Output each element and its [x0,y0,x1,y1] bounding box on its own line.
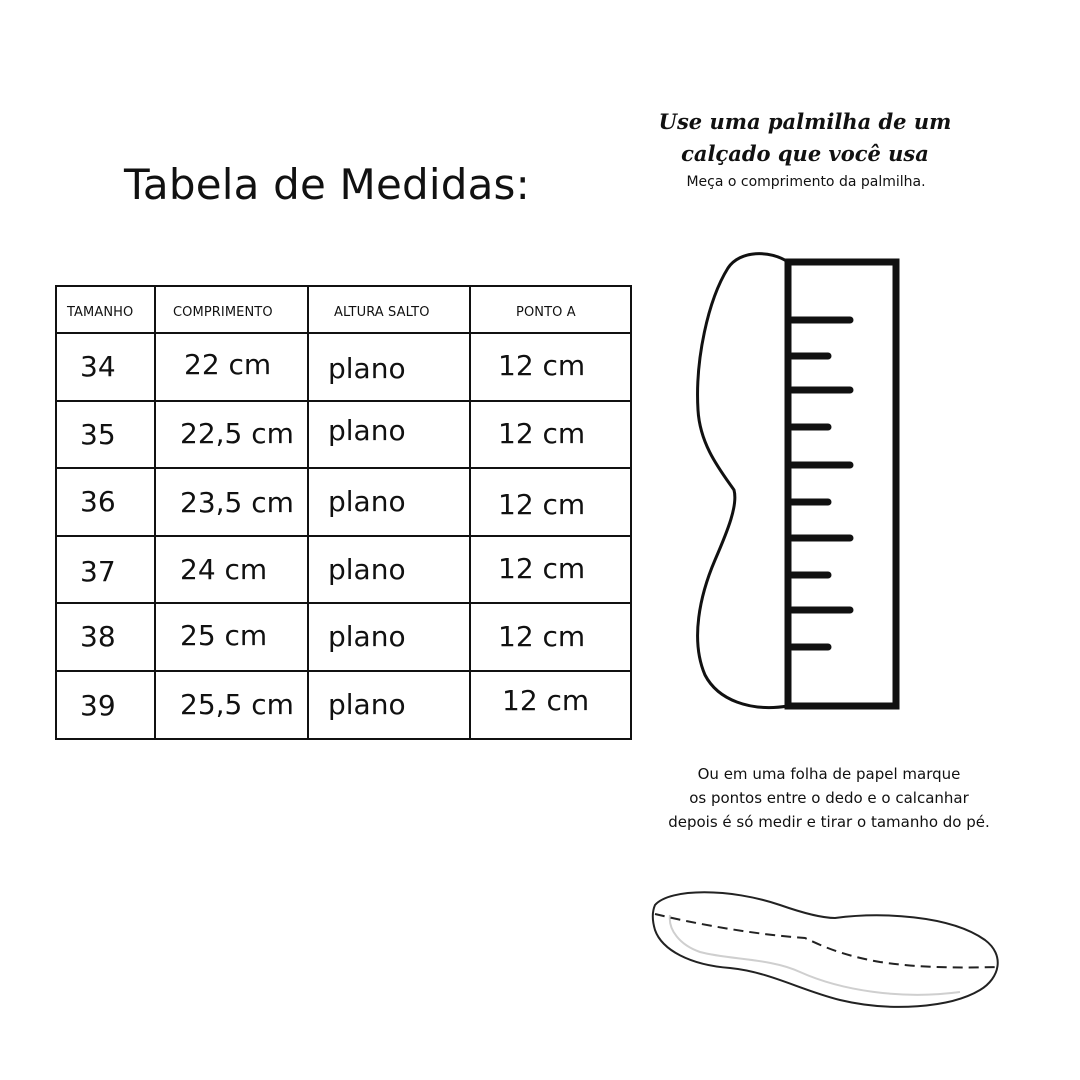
header-ponto-a: PONTO A [516,305,576,320]
header-comprimento: COMPRIMENTO [173,305,273,320]
cell-length: 22 cm [184,348,272,381]
cell-point-a: 12 cm [498,552,586,585]
cell-point-a: 12 cm [498,349,586,382]
header-tamanho: TAMANHO [67,305,134,320]
cell-heel: plano [328,414,406,447]
cell-size: 35 [80,418,116,451]
cell-heel: plano [328,352,406,385]
cell-heel: plano [328,688,406,721]
cell-size: 39 [80,689,116,722]
paper-tip-line2: os pontos entre o dedo e o calcanhar [689,789,969,807]
cell-length: 22,5 cm [180,417,294,450]
cell-length: 24 cm [180,553,268,586]
cell-length: 25,5 cm [180,688,294,721]
cell-length: 23,5 cm [180,486,294,519]
page-title: Tabela de Medidas: [124,160,530,209]
cell-heel: plano [328,485,406,518]
cell-length: 25 cm [180,619,268,652]
cell-point-a: 12 cm [498,620,586,653]
cell-point-a: 12 cm [498,417,586,450]
insole-tip-sub: Meça o comprimento da palmilha. [686,174,926,190]
cell-size: 36 [80,485,116,518]
cell-point-a: 12 cm [498,488,586,521]
cell-size: 38 [80,620,116,653]
cell-point-a: 12 cm [502,684,590,717]
paper-tip-line1: Ou em uma folha de papel marque [697,765,961,783]
insole-tip-line1: Use uma palmilha de um [658,109,952,134]
cell-heel: plano [328,620,406,653]
insole-tip-line2: calçado que você usa [681,141,929,166]
header-altura-salto: ALTURA SALTO [334,305,430,320]
cell-size: 34 [80,350,116,383]
cell-size: 37 [80,555,116,588]
cell-heel: plano [328,553,406,586]
paper-tip-line3: depois é só medir e tirar o tamanho do pé. [668,813,990,831]
